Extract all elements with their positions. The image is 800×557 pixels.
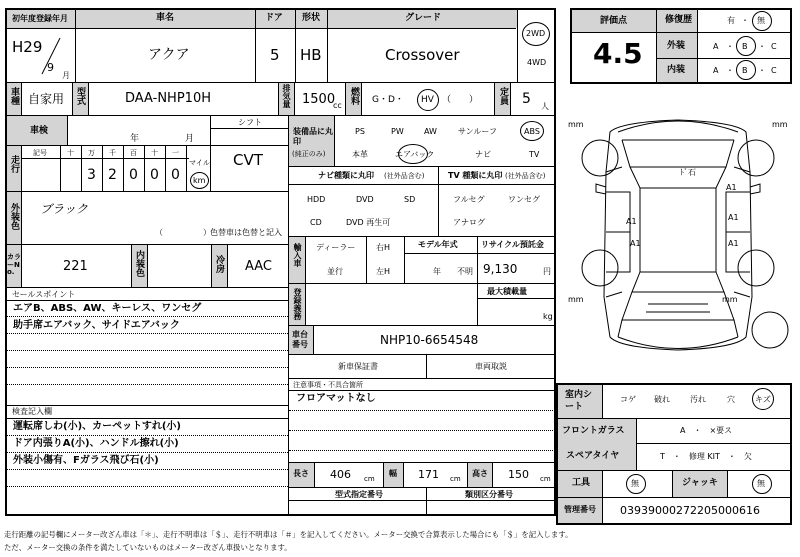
wheel-front-left [582, 140, 618, 176]
new-car-warranty: 新車保証書 [338, 362, 378, 371]
repair-sep: ・ [741, 16, 749, 25]
tv-fullseg: フルセグ [453, 195, 485, 204]
equip-navi: ナビ [475, 150, 491, 159]
mileage-unit-1: 万 [88, 149, 95, 157]
tv-label: TV 種類に丸印 [448, 171, 503, 180]
drive-2wd: 2WD [526, 29, 546, 38]
chassis-value: NHP10-6654548 [380, 333, 479, 347]
roof [640, 188, 716, 272]
capacity-unit: 人 [541, 102, 549, 111]
inspection-year: 年 [130, 134, 140, 144]
equip-aw: AW [424, 127, 437, 136]
width-label: 幅 [389, 469, 397, 478]
width-cm: cm [450, 475, 461, 483]
sales-point-line-1: エアB、ABS、AW、キーレス、ワンセグ [13, 303, 202, 314]
footer-line-2: ただ、メーター交換の条件を満たしていないものはメーター改ざん車扱いとなります。 [4, 543, 292, 552]
front-glass-value: A ・ ×要ス [680, 426, 733, 435]
navi-cd: CD [310, 218, 322, 227]
sales-points-label: セールスポイント [12, 290, 76, 299]
navi-dvd: DVD [356, 195, 374, 204]
body-shape: HB [300, 46, 322, 64]
cc-unit: cc [333, 101, 342, 110]
exterior-b: B [742, 42, 748, 51]
color-value: ブラック [40, 202, 88, 216]
cooler-label: 冷房 [214, 255, 224, 273]
mileage-digit-2: 2 [108, 167, 117, 183]
interior-label: 内装 [667, 65, 686, 75]
fuel-hv: HV [421, 95, 434, 105]
tv-analog: アナログ [453, 218, 485, 227]
import-dealer: ディーラー [316, 243, 356, 252]
recycle-value: 9,130 [483, 262, 518, 276]
cooler-value: AAC [245, 259, 272, 274]
length-cm: cm [364, 475, 375, 483]
damage-mark-5: A1 [728, 239, 739, 248]
repair-none: 無 [757, 16, 765, 25]
shift-value: CVT [233, 151, 263, 169]
repair-label: 修復歴 [665, 15, 693, 25]
color-label: 外装色 [9, 203, 19, 230]
displacement-label: 排気量 [282, 84, 291, 108]
tools-value: 無 [631, 479, 639, 488]
shift-label: シフト [238, 118, 262, 127]
hood [622, 140, 734, 167]
damage-mark-2: A1 [728, 213, 739, 222]
color-no-value: 221 [63, 259, 88, 274]
fuel-paren: （ ） [442, 95, 479, 105]
interior-a: A [713, 66, 719, 75]
interior-c: C [771, 66, 777, 75]
mm-label-rl: mm [568, 295, 584, 304]
reg-year: H29 [12, 38, 43, 56]
damage-mark-4: A1 [630, 239, 641, 248]
equip-leather: 本革 [352, 150, 368, 159]
windshield [630, 167, 726, 188]
mm-label-fl: mm [568, 120, 584, 129]
import-left: 左H [376, 267, 391, 276]
mileage-symbol-label: 記号 [33, 149, 47, 157]
inspector-line-1: 運転席しわ(小)、カーペットすれ(小) [13, 421, 181, 432]
seat-opt-kizu: キズ [755, 395, 771, 404]
mileage-label: 走行 [9, 155, 19, 173]
recycle-yen: 円 [543, 267, 551, 276]
jack-value: 無 [757, 479, 765, 488]
front-bumper [618, 121, 738, 132]
model-year-label: モデル年式 [418, 240, 458, 249]
spare-tire-value: T ・ 修理 KIT ・ 欠 [660, 452, 752, 461]
car-name-label: 車名 [156, 13, 175, 23]
model-label: 型式 [75, 87, 85, 105]
inspector-line-2: ドア内張りA(小)、ハンドル擦れ(小) [13, 438, 179, 449]
door-front-left [606, 192, 630, 232]
damage-mark-3: A1 [626, 217, 637, 226]
color-no-label: カラーNo. [7, 253, 21, 277]
inspector-label: 検査記入欄 [12, 407, 52, 416]
seat-opt-yabure: 破れ [654, 395, 670, 404]
damage-mark-fender: ﾄﾞ石 [680, 168, 696, 177]
spare-wheel [752, 312, 788, 348]
mileage-digit-4: 0 [150, 167, 159, 183]
class-number-label: 類別区分番号 [465, 490, 513, 499]
damage-mark-1: A1 [726, 183, 737, 192]
inspector-line-3: 外装小傷有、Fガラス飛び石(小) [13, 455, 159, 466]
recycle-label: リサイクル預託金 [481, 240, 544, 249]
capacity-label: 定員 [498, 87, 508, 105]
registration-label: 登録義務 [293, 288, 302, 320]
fuel-label: 燃料 [349, 87, 359, 105]
mirror-left [596, 184, 606, 194]
interior-sep2: ・ [758, 66, 766, 75]
interior-seat-label: 室内シート [565, 390, 593, 412]
repair-has: 有 [727, 16, 735, 25]
reg-month: 9 [47, 61, 54, 74]
notes-value: フロアマットなし [296, 393, 376, 404]
wheel-rear-right [738, 250, 774, 286]
navi-label: ナビ種類に丸印 [318, 171, 374, 180]
displacement-value: 1500 [302, 92, 336, 107]
management-label: 管理番号 [564, 505, 596, 514]
mileage-unit-4: 十 [151, 149, 158, 157]
mileage-digit-3: 0 [129, 167, 138, 183]
grade-label: グレード [405, 13, 442, 23]
max-load-label: 最大積載量 [487, 287, 527, 296]
inspection-label: 車検 [30, 126, 49, 136]
footer-line-1: 走行距離の記号欄にメーター改ざん車は「＊」、走行不明車は「＄」、走行不明車は「＃」を記入してください。メーター交換で合算表示した場合にも「＄」を記入します。 [4, 530, 573, 539]
management-value: 0393900027220500061​6 [620, 504, 760, 517]
car-name: アクア [148, 47, 190, 63]
navi-dvd-play: DVD 再生可 [346, 218, 391, 227]
kind-value: 自家用 [28, 92, 65, 106]
score-value: 4.5 [593, 37, 643, 70]
interior-sep1: ・ [726, 66, 734, 75]
equipment-label: 装備品に丸印 [293, 127, 333, 147]
seat-opt-koge: コゲ [620, 395, 636, 404]
capacity-value: 5 [522, 91, 531, 107]
model-value: DAA-NHP10H [125, 91, 211, 106]
mileage-unit-5: 一 [172, 149, 179, 157]
vehicle-manual: 車両取説 [475, 362, 507, 371]
door-label: ドア [265, 13, 283, 23]
exterior-label: 外装 [667, 41, 686, 51]
tools-label: 工具 [572, 478, 591, 488]
jack-label: ジャッキ [682, 478, 718, 488]
navi-sd: SD [404, 195, 416, 204]
seat-opt-ana: 穴 [727, 395, 735, 404]
model-year-unknown: 不明 [457, 267, 473, 276]
rear-window [632, 272, 724, 292]
navi-hdd: HDD [307, 195, 326, 204]
equip-tv: TV [529, 150, 540, 159]
mileage-digit-5: 0 [171, 167, 180, 183]
exterior-sep1: ・ [726, 42, 734, 51]
chassis-label: 車台番号 [292, 330, 308, 349]
notes-label: 注意事項・不具合箇所 [293, 381, 363, 389]
import-parallel: 並行 [327, 267, 343, 276]
type-number-label: 型式指定番号 [335, 490, 383, 499]
mileage-unit-2: 千 [109, 149, 116, 157]
max-load-kg: kg [543, 312, 553, 321]
door-count: 5 [270, 46, 280, 64]
tv-sub: (社外品含む) [505, 172, 546, 180]
car-damage-diagram [560, 92, 796, 382]
equipment-sublabel: (純正のみ) [292, 150, 326, 158]
mm-label-fr: mm [772, 120, 788, 129]
height-label: 高さ [472, 469, 488, 478]
equip-airbag: エアバック [395, 150, 435, 159]
front-glass-label: フロントガラス [562, 426, 625, 436]
navi-sub: (社外品含む) [384, 172, 425, 180]
equip-sunroof: サンルーフ [458, 127, 497, 136]
width-value: 171 [418, 468, 439, 481]
mile-label: マイル [189, 159, 210, 167]
equip-ps: PS [355, 127, 365, 136]
exterior-c: C [771, 42, 777, 51]
inspection-month: 月 [185, 134, 195, 144]
fuel-options: G・D・ [372, 95, 404, 105]
height-cm: cm [540, 475, 551, 483]
mileage-digit-1: 3 [87, 167, 96, 183]
grade-value: Crossover [385, 46, 460, 64]
import-label: 輸入車 [293, 243, 302, 267]
color-paren: （ ） [155, 228, 211, 237]
door-front-right [726, 192, 750, 232]
length-label: 長さ [293, 469, 309, 478]
sales-point-line-2: 助手席エアバック、サイドエアバック [13, 320, 180, 331]
drive-4wd: 4WD [527, 58, 547, 67]
exterior-sep2: ・ [758, 42, 766, 51]
interior-b: B [742, 66, 748, 75]
mileage-unit-3: 百 [130, 149, 137, 157]
exterior-a: A [713, 42, 719, 51]
wheel-front-right [738, 140, 774, 176]
interior-color-label: 内装色 [134, 250, 144, 277]
model-year-unit: 年 [433, 267, 441, 276]
shape-label: 形状 [302, 13, 321, 23]
reg-year-label: 初年度登録年月 [12, 14, 68, 23]
length-value: 406 [330, 468, 351, 481]
score-label: 評価点 [600, 16, 628, 26]
height-value: 150 [508, 468, 529, 481]
mirror-right [750, 184, 760, 194]
tv-oneseg: ワンセグ [508, 195, 540, 204]
km-label: km [193, 176, 206, 185]
spare-tire-label: スペアタイヤ [566, 451, 620, 461]
import-right: 右H [376, 243, 391, 252]
month-unit: 月 [62, 71, 70, 80]
mileage-unit-0: 十 [67, 149, 74, 157]
seat-opt-yogore: 汚れ [690, 395, 706, 404]
color-note: 色替車は色替と記入 [210, 228, 282, 237]
trunk [622, 292, 734, 320]
mm-label-rr: mm [722, 295, 738, 304]
wheel-rear-left [582, 250, 618, 286]
equip-pw: PW [391, 127, 404, 136]
kind-label: 車種 [9, 87, 19, 105]
equip-abs: ABS [524, 127, 540, 136]
